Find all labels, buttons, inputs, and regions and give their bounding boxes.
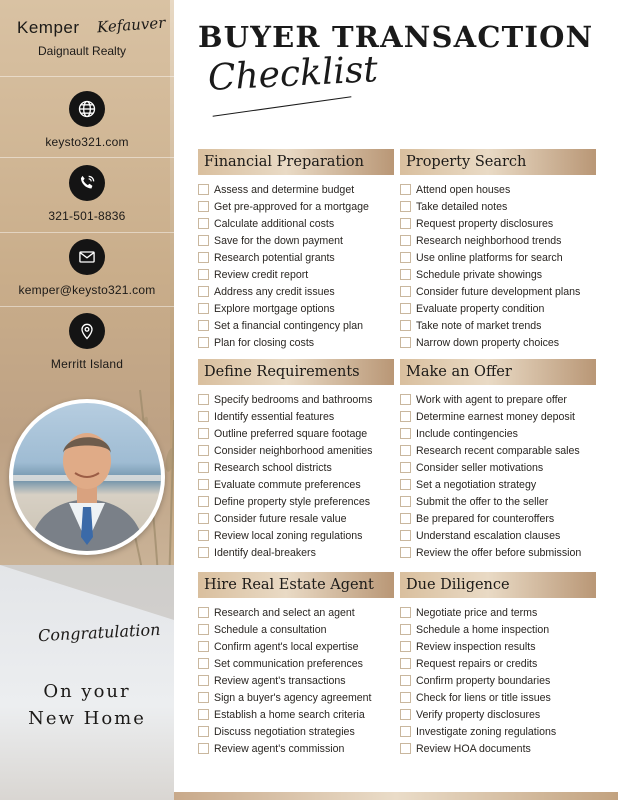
checklist-item-label: Consider future development plans bbox=[416, 285, 581, 298]
checkbox[interactable] bbox=[400, 184, 411, 195]
mail-icon bbox=[69, 239, 105, 275]
checklist-item-label: Consider seller motivations bbox=[416, 461, 544, 474]
checkbox[interactable] bbox=[400, 675, 411, 686]
checklist-item bbox=[198, 527, 394, 544]
checkbox[interactable] bbox=[198, 269, 209, 280]
checkbox[interactable] bbox=[198, 184, 209, 195]
section-header: Financial Preparation bbox=[198, 149, 394, 175]
checklist-item-label: Review credit report bbox=[214, 268, 309, 281]
new-home-line-1: On your bbox=[43, 681, 131, 702]
globe-icon bbox=[69, 91, 105, 127]
checklist-item bbox=[198, 672, 394, 689]
checklist-item bbox=[198, 544, 394, 561]
checkbox[interactable] bbox=[198, 201, 209, 212]
checkbox[interactable] bbox=[198, 743, 209, 754]
checkbox[interactable] bbox=[400, 235, 411, 246]
brand-signature: Kefauver bbox=[96, 13, 166, 37]
checkbox[interactable] bbox=[198, 252, 209, 263]
checklist bbox=[400, 604, 596, 757]
checklist-item-label: Evaluate property condition bbox=[416, 302, 545, 315]
checkbox[interactable] bbox=[400, 692, 411, 703]
checklist-item-label: Research neighborhood trends bbox=[416, 234, 562, 247]
checklist-item-label: Save for the down payment bbox=[214, 234, 343, 247]
checkbox[interactable] bbox=[400, 394, 411, 405]
checklist-item-label: Consider neighborhood amenities bbox=[214, 444, 373, 457]
checklist-item bbox=[400, 655, 596, 672]
checkbox[interactable] bbox=[400, 607, 411, 618]
checkbox[interactable] bbox=[198, 513, 209, 524]
checklist-item-label: Set a negotiation strategy bbox=[416, 478, 537, 491]
checkbox[interactable] bbox=[400, 252, 411, 263]
checklist-item-label: Check for liens or title issues bbox=[416, 691, 551, 704]
checklist-item-label: Identify essential features bbox=[214, 410, 335, 423]
checklist bbox=[400, 391, 596, 561]
checkbox[interactable] bbox=[198, 709, 209, 720]
checklist-item bbox=[400, 638, 596, 655]
checklist bbox=[198, 181, 394, 351]
checklist-item bbox=[198, 493, 394, 510]
phone-icon bbox=[69, 165, 105, 201]
checklist-item bbox=[198, 476, 394, 493]
checklist-item-label: Narrow down property choices bbox=[416, 336, 560, 349]
checklist-item-label: Request repairs or credits bbox=[416, 657, 538, 670]
checkbox[interactable] bbox=[198, 218, 209, 229]
checklist-item bbox=[198, 621, 394, 638]
brand-name: Kemper bbox=[17, 18, 80, 37]
location-pin-icon bbox=[69, 313, 105, 349]
checkbox[interactable] bbox=[198, 479, 209, 490]
section-hire-real-estate-agent bbox=[198, 572, 394, 757]
checkbox[interactable] bbox=[400, 445, 411, 456]
agent-photo-frame bbox=[9, 399, 165, 555]
checklist-item-label: Use online platforms for search bbox=[416, 251, 563, 264]
bottom-accent-bar bbox=[174, 792, 618, 800]
checkbox[interactable] bbox=[198, 235, 209, 246]
new-home-line-2: New Home bbox=[28, 708, 146, 729]
checklist-item bbox=[198, 300, 394, 317]
checklist-item bbox=[198, 706, 394, 723]
checklist-item-label: Confirm property boundaries bbox=[416, 674, 551, 687]
checkbox[interactable] bbox=[198, 658, 209, 669]
checklist-item-label: Assess and determine budget bbox=[214, 183, 355, 196]
checklist-item-label: Define property style preferences bbox=[214, 495, 371, 508]
checklist-item bbox=[400, 544, 596, 561]
checklist-item bbox=[400, 604, 596, 621]
checklist-item bbox=[400, 442, 596, 459]
checklist-item-label: Specify bedrooms and bathrooms bbox=[214, 393, 373, 406]
page-subtitle: Checklist bbox=[206, 49, 379, 99]
checkbox[interactable] bbox=[198, 624, 209, 635]
contact-label: 321-501-8836 bbox=[48, 209, 126, 223]
checklist-item bbox=[198, 408, 394, 425]
checklist-item bbox=[400, 317, 596, 334]
checkbox[interactable] bbox=[198, 692, 209, 703]
checklist-item-label: Work with agent to prepare offer bbox=[416, 393, 567, 406]
checklist-item bbox=[400, 391, 596, 408]
checkbox[interactable] bbox=[400, 269, 411, 280]
checkbox[interactable] bbox=[400, 513, 411, 524]
checkbox[interactable] bbox=[400, 218, 411, 229]
checklist-item-label: Review inspection results bbox=[416, 640, 536, 653]
checklist-item bbox=[400, 266, 596, 283]
section-define-requirements bbox=[198, 359, 394, 561]
contact-phone[interactable] bbox=[0, 165, 174, 223]
checklist bbox=[198, 604, 394, 757]
checklist-item bbox=[400, 198, 596, 215]
checklist-item bbox=[400, 300, 596, 317]
checkbox[interactable] bbox=[198, 394, 209, 405]
checklist-item-label: Outline preferred square footage bbox=[214, 427, 368, 440]
checkbox[interactable] bbox=[400, 411, 411, 422]
checkbox[interactable] bbox=[400, 479, 411, 490]
checklist-item bbox=[198, 689, 394, 706]
checklist-item-label: Review HOA documents bbox=[416, 742, 531, 755]
checklist-item bbox=[400, 476, 596, 493]
checklist-item-label: Review agent's commission bbox=[214, 742, 345, 755]
checklist-item bbox=[198, 215, 394, 232]
checklist-item bbox=[400, 408, 596, 425]
brand-company: Daignault Realty bbox=[38, 44, 127, 58]
checklist-item-label: Research and select an agent bbox=[214, 606, 355, 619]
checklist-item-label: Research recent comparable sales bbox=[416, 444, 580, 457]
brand bbox=[0, 10, 174, 70]
checkbox[interactable] bbox=[400, 641, 411, 652]
checklist-item bbox=[400, 459, 596, 476]
checklist-item bbox=[400, 249, 596, 266]
new-home-message bbox=[0, 678, 174, 732]
contact-email[interactable] bbox=[0, 239, 174, 297]
checklist bbox=[198, 391, 394, 561]
checklist-item-label: Explore mortgage options bbox=[214, 302, 335, 315]
checklist-item-label: Plan for closing costs bbox=[214, 336, 315, 349]
checklist-item bbox=[198, 442, 394, 459]
checklist-item-label: Confirm agent's local expertise bbox=[214, 640, 359, 653]
checklist-item bbox=[400, 527, 596, 544]
checklist-item bbox=[400, 232, 596, 249]
checklist-item bbox=[400, 689, 596, 706]
checklist-item bbox=[400, 215, 596, 232]
checklist-item bbox=[198, 655, 394, 672]
checklist-item bbox=[198, 232, 394, 249]
checkbox[interactable] bbox=[198, 607, 209, 618]
checkbox[interactable] bbox=[400, 547, 411, 558]
checklist bbox=[400, 181, 596, 351]
checklist-item-label: Be prepared for counteroffers bbox=[416, 512, 555, 525]
checklist-item bbox=[198, 266, 394, 283]
checklist-item bbox=[198, 510, 394, 527]
checklist-item bbox=[400, 181, 596, 198]
checkbox[interactable] bbox=[400, 530, 411, 541]
checklist-item bbox=[198, 198, 394, 215]
checklist-item bbox=[400, 621, 596, 638]
checkbox[interactable] bbox=[400, 658, 411, 669]
divider bbox=[0, 76, 174, 77]
checklist-item-label: Establish a home search criteria bbox=[214, 708, 365, 721]
section-due-diligence bbox=[400, 572, 596, 757]
checkbox[interactable] bbox=[400, 709, 411, 720]
checklist-item bbox=[198, 283, 394, 300]
contact-label: keysto321.com bbox=[45, 135, 129, 149]
checkbox[interactable] bbox=[198, 547, 209, 558]
congratulation-script: Congratulation bbox=[37, 619, 161, 646]
section-header: Make an Offer bbox=[400, 359, 596, 385]
checklist-item bbox=[198, 638, 394, 655]
checkbox[interactable] bbox=[400, 496, 411, 507]
checkbox[interactable] bbox=[400, 201, 411, 212]
checklist-item-label: Include contingencies bbox=[416, 427, 518, 440]
checkbox[interactable] bbox=[400, 320, 411, 331]
contact-website[interactable] bbox=[0, 91, 174, 149]
checklist-item-label: Schedule a consultation bbox=[214, 623, 327, 636]
checklist-item-label: Take detailed notes bbox=[416, 200, 508, 213]
checkbox[interactable] bbox=[198, 726, 209, 737]
checklist-item-label: Get pre-approved for a mortgage bbox=[214, 200, 369, 213]
section-make-an-offer bbox=[400, 359, 596, 561]
checklist-item-label: Identify deal-breakers bbox=[214, 546, 316, 559]
checklist-item-label: Review local zoning regulations bbox=[214, 529, 363, 542]
checklist-item bbox=[198, 740, 394, 757]
subtitle-flourish bbox=[213, 96, 352, 116]
checklist-item-label: Determine earnest money deposit bbox=[416, 410, 575, 423]
checkbox[interactable] bbox=[198, 286, 209, 297]
agent-photo bbox=[13, 403, 161, 551]
checklist-item-label: Understand escalation clauses bbox=[416, 529, 561, 542]
checkbox[interactable] bbox=[198, 641, 209, 652]
checklist-item-label: Investigate zoning regulations bbox=[416, 725, 557, 738]
checklist-item-label: Set a financial contingency plan bbox=[214, 319, 364, 332]
divider bbox=[0, 306, 174, 307]
checklist-item bbox=[198, 425, 394, 442]
panel-shade bbox=[0, 565, 174, 620]
checkbox[interactable] bbox=[198, 428, 209, 439]
checklist-item bbox=[198, 391, 394, 408]
section-header: Property Search bbox=[400, 149, 596, 175]
checklist-item-label: Research school districts bbox=[214, 461, 332, 474]
checkbox[interactable] bbox=[198, 411, 209, 422]
checklist-item-label: Research potential grants bbox=[214, 251, 335, 264]
checklist-item-label: Submit the offer to the seller bbox=[416, 495, 549, 508]
checkbox[interactable] bbox=[400, 303, 411, 314]
checkbox[interactable] bbox=[400, 428, 411, 439]
section-header: Hire Real Estate Agent bbox=[198, 572, 394, 598]
checklist-item bbox=[400, 425, 596, 442]
checklist-item-label: Evaluate commute preferences bbox=[214, 478, 361, 491]
checklist-item bbox=[198, 459, 394, 476]
checkbox[interactable] bbox=[198, 462, 209, 473]
checkbox[interactable] bbox=[198, 320, 209, 331]
checklist-item bbox=[198, 604, 394, 621]
checkbox[interactable] bbox=[400, 624, 411, 635]
checkbox[interactable] bbox=[198, 675, 209, 686]
checklist-item-label: Consider future resale value bbox=[214, 512, 347, 525]
checklist-item-label: Discuss negotiation strategies bbox=[214, 725, 355, 738]
checkbox[interactable] bbox=[400, 286, 411, 297]
checklist-item-label: Review the offer before submission bbox=[416, 546, 582, 559]
section-financial-preparation bbox=[198, 149, 394, 351]
checklist-item-label: Take note of market trends bbox=[416, 319, 542, 332]
checklist-item bbox=[400, 493, 596, 510]
checkbox[interactable] bbox=[400, 743, 411, 754]
checkbox[interactable] bbox=[400, 726, 411, 737]
divider bbox=[0, 232, 174, 233]
section-property-search bbox=[400, 149, 596, 351]
checklist-item bbox=[400, 740, 596, 757]
checklist-item bbox=[400, 706, 596, 723]
checklist-item-label: Address any credit issues bbox=[214, 285, 335, 298]
checklist-item bbox=[198, 723, 394, 740]
checklist-item bbox=[400, 723, 596, 740]
checklist-item bbox=[400, 510, 596, 527]
section-header: Define Requirements bbox=[198, 359, 394, 385]
contact-label: Merritt Island bbox=[50, 357, 124, 371]
checkbox[interactable] bbox=[400, 337, 411, 348]
checklist-item-label: Set communication preferences bbox=[214, 657, 363, 670]
checkbox[interactable] bbox=[198, 337, 209, 348]
checklist-item bbox=[198, 334, 394, 351]
divider bbox=[0, 157, 174, 158]
checklist-item-label: Schedule private showings bbox=[416, 268, 543, 281]
checkbox[interactable] bbox=[400, 462, 411, 473]
checklist-item-label: Review agent's transactions bbox=[214, 674, 346, 687]
checklist-item-label: Calculate additional costs bbox=[214, 217, 335, 230]
section-header: Due Diligence bbox=[400, 572, 596, 598]
checkbox[interactable] bbox=[198, 496, 209, 507]
checklist-item-label: Request property disclosures bbox=[416, 217, 554, 230]
checklist-item-label: Sign a buyer's agency agreement bbox=[214, 691, 372, 704]
checklist-item bbox=[400, 283, 596, 300]
checkbox[interactable] bbox=[198, 445, 209, 456]
checklist-item bbox=[198, 317, 394, 334]
checkbox[interactable] bbox=[198, 303, 209, 314]
checklist-item bbox=[400, 672, 596, 689]
checklist-item-label: Verify property disclosures bbox=[416, 708, 541, 721]
contact-label: kemper@keysto321.com bbox=[18, 283, 156, 297]
checklist-item-label: Negotiate price and terms bbox=[416, 606, 538, 619]
checklist-item bbox=[198, 181, 394, 198]
checklist-item-label: Attend open houses bbox=[416, 183, 511, 196]
page-title: BUYER TRANSACTION bbox=[198, 20, 594, 54]
checklist-item bbox=[198, 249, 394, 266]
checklist-item bbox=[400, 334, 596, 351]
checkbox[interactable] bbox=[198, 530, 209, 541]
checklist-item-label: Schedule a home inspection bbox=[416, 623, 550, 636]
